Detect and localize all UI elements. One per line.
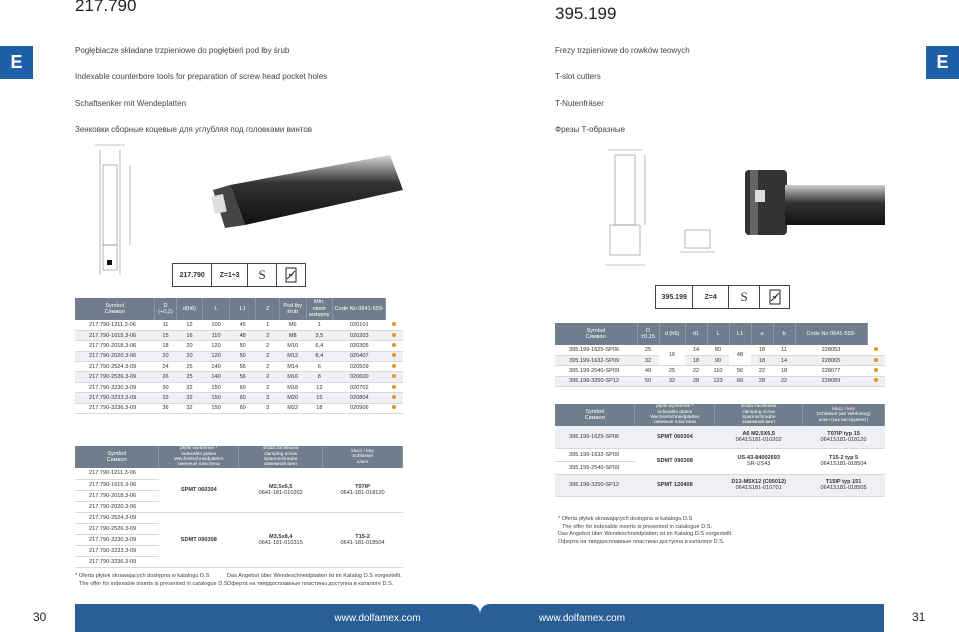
row-cell: M18 <box>279 382 306 392</box>
rins-key-name: T15-2 typ 5 <box>828 455 859 461</box>
ins-key-2 <box>323 512 403 567</box>
right-title-en: T-slot cutters <box>555 72 601 81</box>
table-row <box>555 366 885 376</box>
row-cell: 120 <box>203 341 230 351</box>
table-row <box>555 355 885 365</box>
row-cell: 60 <box>229 382 256 392</box>
left-website-link[interactable]: www.dolfamex.com <box>334 612 421 624</box>
row-cell: 25 <box>176 362 203 372</box>
ins-screw-2-name: M3,5x8,4 <box>269 533 293 540</box>
row-cell: 150 <box>203 382 230 392</box>
row-cell: 56 <box>229 372 256 382</box>
row-cell: 020509 <box>333 362 386 372</box>
rins-symbol: 395.199-1632-SP09 <box>555 448 635 461</box>
row-cell: 50 <box>637 376 659 386</box>
row-cell: 60 <box>229 393 256 403</box>
row-cell: 228065 <box>795 355 867 365</box>
th-symbol: Symbol Символ <box>555 323 637 345</box>
ins-key-2-name: T15-2 <box>355 533 370 540</box>
table-row <box>75 382 403 392</box>
row-cell: 020906 <box>333 403 386 413</box>
row-cell: 8,4 <box>306 351 333 361</box>
row-cell: 6,4 <box>306 341 333 351</box>
ins-screw-1-code: 0641-181-010202 <box>258 489 303 496</box>
th-d: D (+0,2) <box>155 298 176 320</box>
row-cell: 110 <box>707 366 729 376</box>
ith-plates: płytki wymienne * indexable plates Wechselschneidplatten сменные пластины <box>635 404 715 426</box>
th-l: L <box>707 323 729 345</box>
th-code: Code No 0641-559- <box>795 323 867 345</box>
row-cell: 11 <box>155 320 176 330</box>
right-note <box>558 516 733 546</box>
th-d: D ±0,15 <box>637 323 659 345</box>
row-cell: 120 <box>203 351 230 361</box>
availability-dot-icon <box>392 395 396 399</box>
availability-dot-icon <box>874 347 878 351</box>
row-cell: 1 <box>306 320 333 330</box>
row-cell: 020600 <box>333 372 386 382</box>
row-cell: 32 <box>176 382 203 392</box>
row-cell: 020407 <box>333 351 386 361</box>
row-cell: 3 <box>256 393 279 403</box>
th-min-hole: Min. otwór wstępny <box>306 298 333 320</box>
left-note-ru: Оферта на твердосплавные пластины доступна в каталоге D.S. <box>227 580 394 587</box>
availability-dot-icon <box>874 378 878 382</box>
left-badge-insert-icon <box>277 264 305 286</box>
ins-symbol: 217.790-3236.3-09 <box>75 556 159 567</box>
row-cell: 30 <box>155 382 176 392</box>
row-cell: 1 <box>256 320 279 330</box>
row-cell: 140 <box>203 362 230 372</box>
table-row <box>75 393 403 403</box>
th-l1: L1 <box>229 298 256 320</box>
row-cell: 15 <box>306 393 333 403</box>
row-cell: 140 <box>203 372 230 382</box>
right-dimensions-table <box>555 323 885 387</box>
right-badge-teeth: Z=4 <box>693 286 728 308</box>
left-badge-teeth: Z=1÷3 <box>212 264 247 286</box>
row-symbol: 395.199-1632-SP09 <box>555 355 637 365</box>
rins-key <box>803 426 885 448</box>
right-title-ru: Фрезы Т-образные <box>555 125 626 134</box>
ins-screw-1 <box>239 468 323 512</box>
row-symbol: 395.199-1625-SP06 <box>555 345 637 355</box>
rins-plate: SDMT 090308 <box>635 448 715 474</box>
row-cell: M10 <box>279 341 306 351</box>
table-row <box>555 345 885 355</box>
rins-key-name: T07IP typ 15 <box>827 430 860 437</box>
left-inserts-table <box>75 446 403 568</box>
left-section-tab: E <box>0 46 33 79</box>
row-cell: 60 <box>729 376 751 386</box>
right-badge-code: 395.199 <box>656 286 693 308</box>
row-cell: 20 <box>176 351 203 361</box>
ith-symbol: Symbol Символ <box>75 446 159 468</box>
left-page-number: 30 <box>33 610 47 624</box>
row-cell: 123 <box>707 376 729 386</box>
availability-dot-icon <box>392 374 396 378</box>
ith-screw: śruba zaciskowa clamping screw Spannschraube зажимной винт <box>239 446 323 468</box>
row-symbol: 217.790-3236.3-09 <box>75 403 155 413</box>
row-cell: 26 <box>155 372 176 382</box>
ith-symbol: Symbol Символ <box>555 404 635 426</box>
left-note-1 <box>75 573 229 588</box>
row-cell: 45 <box>229 320 256 330</box>
row-cell: 228053 <box>795 345 867 355</box>
right-note-ru: Оферта на твердосплавные пластины доступна в каталоге D.S. <box>558 538 725 545</box>
row-symbol: 217.790-3233.3-09 <box>75 393 155 403</box>
ins-symbol: 217.790-3233.3-09 <box>75 545 159 556</box>
row-cell: M20 <box>279 393 306 403</box>
right-title-de: T-Nutenfräser <box>555 99 604 108</box>
row-symbol: 395.199-3250-SP12 <box>555 376 637 386</box>
row-cell: 25 <box>176 372 203 382</box>
th-screw: Pod łby śrub <box>279 298 306 320</box>
rins-screw-code: 0641S181-010701 <box>735 485 782 491</box>
right-page-number: 31 <box>912 610 926 624</box>
rins-screw-name: A6 M2,5X6,5 <box>742 430 776 437</box>
th-l1: L1 <box>729 323 751 345</box>
row-cell: 2 <box>256 382 279 392</box>
row-symbol: 217.790-2524.3-09 <box>75 362 155 372</box>
table-row <box>75 341 403 351</box>
th-b: b <box>773 323 795 345</box>
ith-screw: śruba zaciskowa clamping screw Spannschraube зажимной винт <box>715 404 803 426</box>
row-cell: 12 <box>306 382 333 392</box>
table-row <box>555 376 885 386</box>
ins-symbol: 217.790-2524.3-09 <box>75 512 159 523</box>
row-cell: 8 <box>306 372 333 382</box>
row-symbol: 395.199-2540-SP09 <box>555 366 637 376</box>
rins-screw-code: SR-US43 <box>746 461 771 467</box>
ins-key-1 <box>323 468 403 512</box>
availability-dot-icon <box>874 368 878 372</box>
left-note-pl: * Oferta płytek skrawających dostępna w katalogu D.S <box>75 573 210 579</box>
row-cell: 16 <box>659 345 685 366</box>
rins-screw-name: D13-M5X12 (C05012) <box>731 479 787 485</box>
availability-dot-icon <box>874 358 878 362</box>
ith-key: klucz / key Schlüssel (als Werkzeug) ключ (как инструмент) <box>803 404 885 426</box>
right-footer <box>480 604 884 632</box>
row-cell: 32 <box>659 376 685 386</box>
row-cell: 2 <box>256 351 279 361</box>
row-cell: 15 <box>155 330 176 340</box>
row-cell: 2 <box>256 330 279 340</box>
rins-screw <box>715 474 803 496</box>
rins-key-code: 0641S181-018120 <box>820 436 867 443</box>
ins-symbol: 217.790-2018.3-06 <box>75 490 159 501</box>
row-cell: 020804 <box>333 393 386 403</box>
row-cell: 14 <box>685 345 707 355</box>
availability-dot-icon <box>392 385 396 389</box>
right-section-tab: E <box>926 46 959 79</box>
row-cell: 20 <box>176 341 203 351</box>
row-cell: 25 <box>659 366 685 376</box>
row-cell: 150 <box>203 403 230 413</box>
row-cell: 50 <box>229 351 256 361</box>
table-row <box>75 320 403 330</box>
table-row <box>75 330 403 340</box>
row-cell: 2 <box>256 341 279 351</box>
right-title-pl: Frezy trzpieniowe do rowków teowych <box>555 46 690 55</box>
left-title-pl: Pogłębiacze składane trzpieniowe do pogłębień pod łby śrub <box>75 46 290 55</box>
rins-symbol: 395.199-2540-SP09 <box>555 461 635 474</box>
rins-plate: SPMT 060304 <box>635 426 715 448</box>
row-cell: 40 <box>637 366 659 376</box>
ins-key-1-name: T07IP <box>355 483 371 490</box>
ins-symbol: 217.790-1211.3-06 <box>75 468 159 479</box>
rins-key-name: T15IP typ 151 <box>825 479 862 485</box>
table-row <box>75 372 403 382</box>
row-cell: 18 <box>306 403 333 413</box>
row-cell: 14 <box>773 355 795 365</box>
ith-key: klucz / key Schlüssel ключ <box>323 446 403 468</box>
row-cell: 020702 <box>333 382 386 392</box>
row-cell: 48 <box>229 330 256 340</box>
row-cell: 18 <box>155 341 176 351</box>
row-cell: M14 <box>279 362 306 372</box>
row-cell: 020101 <box>333 320 386 330</box>
th-code: Code No 0641-559- <box>333 298 386 320</box>
left-title-ru: Зенковки сборные коцевые для углубляя под головками винтов <box>75 125 313 134</box>
ins-screw-1-name: M2,5x6,5 <box>269 483 293 490</box>
left-title-en: Indexable counterbore tools for preparation of screw head pocket holes <box>75 72 328 81</box>
row-cell: 32 <box>176 403 203 413</box>
row-cell: 150 <box>203 393 230 403</box>
row-cell: M22 <box>279 403 306 413</box>
row-cell: 80 <box>707 345 729 355</box>
row-cell: 18 <box>773 366 795 376</box>
th-a: a <box>751 323 773 345</box>
row-cell: 32 <box>637 355 659 365</box>
left-note-de: Das Angebot über Wendeschneidplatten ist im Katalog D.S vorgestellt. <box>227 573 402 579</box>
right-spec-badge <box>655 285 790 309</box>
rins-plate: SPMT 120408 <box>635 474 715 496</box>
rins-symbol: 395.199-1625-SP06 <box>555 426 635 448</box>
row-symbol: 217.790-3230.3-09 <box>75 382 155 392</box>
rins-screw <box>715 426 803 448</box>
row-cell: 228089 <box>795 376 867 386</box>
row-symbol: 217.790-2526.3-09 <box>75 372 155 382</box>
availability-dot-icon <box>392 364 396 368</box>
right-note-de: Das Angebot über Wendeschneidplatten ist im Katalog D.S vorgestellt. <box>558 531 733 538</box>
ins-symbol: 217.790-3230.3-09 <box>75 534 159 545</box>
row-cell: 12 <box>176 320 203 330</box>
row-cell: 18 <box>685 355 707 365</box>
row-cell: 22 <box>751 366 773 376</box>
row-symbol: 217.790-2018.3-06 <box>75 341 155 351</box>
row-cell: 3 <box>256 403 279 413</box>
right-inserts-table <box>555 404 885 497</box>
right-badge-insert-icon <box>760 286 789 308</box>
row-cell: 110 <box>203 330 230 340</box>
ins-key-2-code: 0641-181-018504 <box>340 539 385 546</box>
left-badge-code: 217.790 <box>173 264 212 286</box>
row-cell: 60 <box>229 403 256 413</box>
row-cell: 2 <box>256 372 279 382</box>
th-l: L <box>203 298 230 320</box>
row-cell: 36 <box>155 403 176 413</box>
row-cell: 28 <box>685 376 707 386</box>
left-footer <box>75 604 480 632</box>
row-cell: 24 <box>155 362 176 372</box>
th-dh6: d(h6) <box>176 298 203 320</box>
ins-screw-2 <box>239 512 323 567</box>
row-cell: 020305 <box>333 341 386 351</box>
row-cell: 228077 <box>795 366 867 376</box>
row-cell: 18 <box>751 345 773 355</box>
row-symbol: 217.790-2020.3-06 <box>75 351 155 361</box>
row-cell: M6 <box>279 320 306 330</box>
row-cell: 22 <box>685 366 707 376</box>
ins-symbol: 217.790-2526.3-09 <box>75 523 159 534</box>
right-tool-drawing <box>590 140 890 280</box>
row-cell: 56 <box>729 366 751 376</box>
row-cell: 33 <box>155 393 176 403</box>
rins-key-code: 0641S181-018504 <box>820 461 867 467</box>
row-cell: 6 <box>306 362 333 372</box>
row-cell: 20 <box>155 351 176 361</box>
ins-plate-1: SPMT 060304 <box>159 468 239 512</box>
rins-screw-name: US-43-84002693 <box>737 455 780 461</box>
availability-dot-icon <box>392 322 396 326</box>
left-note-en: The offer for indexable inserts is presented in catalogue D.S. <box>79 580 230 587</box>
rins-key <box>803 448 885 474</box>
row-cell: 22 <box>773 376 795 386</box>
availability-dot-icon <box>392 343 396 347</box>
ith-plates: płytki wymienne * indexable plates Wechselschneidplatten сменные пластины <box>159 446 239 468</box>
row-cell: 16 <box>176 330 203 340</box>
left-note-2 <box>227 573 402 588</box>
row-cell: 25 <box>637 345 659 355</box>
left-product-code: 217.790 <box>75 0 137 15</box>
ins-screw-2-code: 0641-181-010315 <box>258 539 303 546</box>
ins-key-1-code: 0641-181-018120 <box>340 489 385 496</box>
ins-plate-2: SDMT 090308 <box>159 512 239 567</box>
th-d1: d1 <box>685 323 707 345</box>
row-cell: 100 <box>203 320 230 330</box>
row-cell: 3,5 <box>306 330 333 340</box>
table-row <box>75 362 403 372</box>
right-product-code: 395.199 <box>555 4 617 23</box>
ins-symbol: 217.790-2020.3-06 <box>75 501 159 512</box>
row-cell: 56 <box>229 362 256 372</box>
right-website-link[interactable]: www.dolfamex.com <box>538 612 626 624</box>
rins-key-code: 0641S181-018505 <box>820 485 867 491</box>
row-cell: 020203 <box>333 330 386 340</box>
row-symbol: 217.790-1615.3-06 <box>75 330 155 340</box>
right-note-pl: * Oferta płytek skrawających dostępna w katalogu D.S <box>558 516 693 522</box>
right-badge-symbol: S <box>729 286 761 308</box>
row-cell: M12 <box>279 351 306 361</box>
row-cell: M8 <box>279 330 306 340</box>
left-dimensions-table <box>75 298 403 414</box>
rins-screw <box>715 448 803 474</box>
left-title-de: Schaftsenker mit Wendeplatten <box>75 99 187 108</box>
table-row <box>75 351 403 361</box>
row-cell: M16 <box>279 372 306 382</box>
row-cell: 28 <box>751 376 773 386</box>
table-row <box>75 403 403 413</box>
rins-symbol: 395.199-3250-SP12 <box>555 474 635 496</box>
left-spec-badge <box>172 263 306 287</box>
row-cell: 90 <box>707 355 729 365</box>
th-dh6: d (h6) <box>659 323 685 345</box>
rins-key <box>803 474 885 496</box>
th-z: Z <box>256 298 279 320</box>
right-note-en: The offer for indexable inserts is presented in catalogue D.S. <box>562 523 713 530</box>
row-cell: 11 <box>773 345 795 355</box>
ins-symbol: 217.790-1615.3-06 <box>75 479 159 490</box>
th-symbol: Symbol Символ <box>75 298 155 320</box>
rins-screw-code: 0641S181-010202 <box>735 436 782 443</box>
row-cell: 2 <box>256 362 279 372</box>
left-badge-symbol: S <box>248 264 278 286</box>
availability-dot-icon <box>392 353 396 357</box>
row-cell: 50 <box>229 341 256 351</box>
availability-dot-icon <box>392 333 396 337</box>
row-cell: 32 <box>176 393 203 403</box>
row-cell: 48 <box>729 345 751 366</box>
row-cell: 18 <box>751 355 773 365</box>
row-symbol: 217.790-1211.3-06 <box>75 320 155 330</box>
availability-dot-icon <box>392 405 396 409</box>
